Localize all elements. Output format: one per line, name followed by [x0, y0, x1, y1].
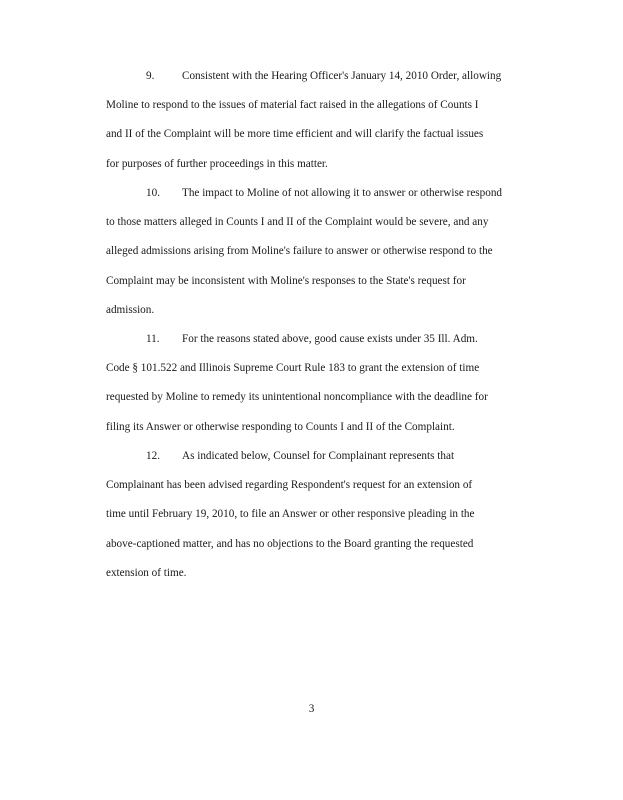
paragraph-line: filing its Answer or otherwise responding to Counts I and II of the Complaint. — [106, 420, 455, 433]
paragraph-text: The impact to Moline of not allowing it to answer or otherwise respond — [182, 187, 503, 199]
paragraph-line — [106, 325, 526, 354]
paragraph-line — [106, 442, 526, 471]
paragraph-10 — [106, 179, 526, 325]
paragraph-12 — [106, 442, 526, 588]
paragraph-text: As indicated below, Counsel for Complainant represents that — [182, 450, 455, 462]
paragraph-number: 12. — [146, 450, 160, 462]
paragraph-line: Complainant has been advised regarding Respondent's request for an extension of — [106, 479, 473, 492]
paragraph-line — [106, 179, 526, 208]
paragraph-line — [106, 62, 526, 91]
paragraph-11 — [106, 325, 526, 442]
paragraph-line: requested by Moline to remedy its unintentional noncompliance with the deadline for — [106, 391, 488, 404]
paragraph-line: Moline to respond to the issues of material fact raised in the allegations of Counts I — [106, 99, 479, 112]
paragraph-text: For the reasons stated above, good cause exists under 35 Ill. Adm. — [182, 333, 478, 345]
paragraph-line: for purposes of further proceedings in this matter. — [106, 157, 328, 170]
paragraph-line: Complaint may be inconsistent with Moline's responses to the State's request for — [106, 274, 466, 287]
paragraph-text: Consistent with the Hearing Officer's January 14, 2010 Order, allowing — [182, 70, 502, 82]
paragraph-line: above-captioned matter, and has no objections to the Board granting the requested — [106, 537, 474, 550]
paragraph-line: extension of time. — [106, 566, 187, 579]
paragraph-line: admission. — [106, 303, 155, 316]
paragraph-9 — [106, 62, 526, 179]
paragraph-number: 9. — [146, 70, 155, 82]
paragraph-line: to those matters alleged in Counts I and II of the Complaint would be severe, and any — [106, 216, 489, 229]
paragraph-line: Code § 101.522 and Illinois Supreme Court Rule 183 to grant the extension of time — [106, 362, 480, 375]
paragraph-number: 10. — [146, 187, 160, 199]
paragraph-number: 11. — [146, 333, 160, 345]
paragraph-line: and II of the Complaint will be more time efficient and will clarify the factual issues — [106, 128, 484, 141]
page-number: 3 — [308, 703, 315, 715]
paragraph-line: alleged admissions arising from Moline's failure to answer or otherwise respond to the — [106, 245, 493, 258]
paragraph-line: time until February 19, 2010, to file an Answer or other responsive pleading in the — [106, 508, 475, 521]
